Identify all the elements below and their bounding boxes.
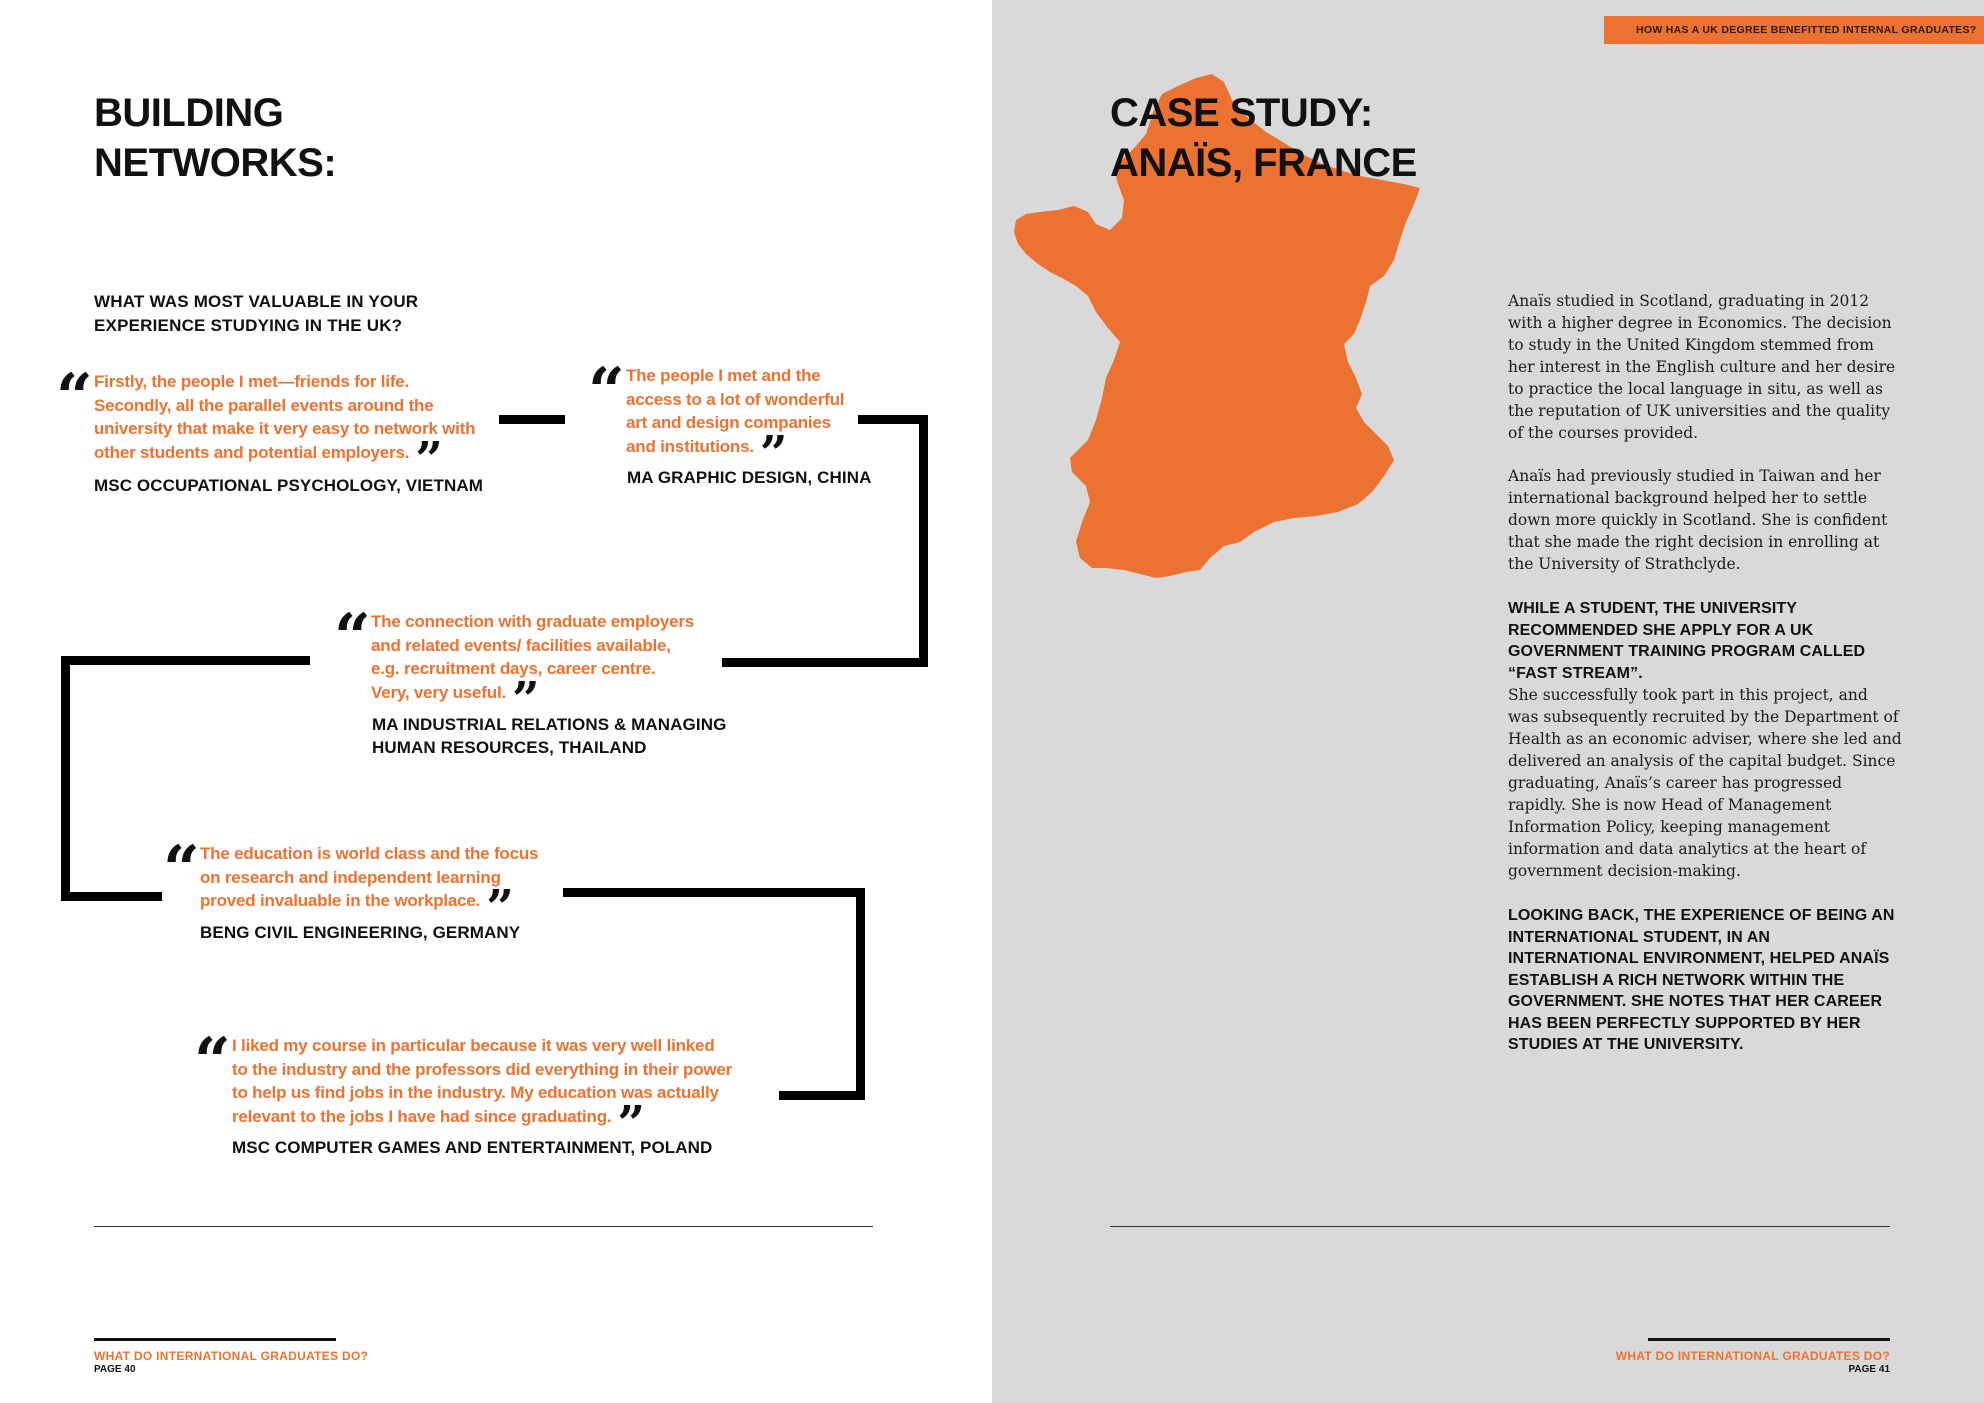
connector-bar <box>563 888 865 897</box>
quote-line: Very, very useful. <box>371 682 506 702</box>
quote-line: on research and independent learning <box>200 867 501 887</box>
body-paragraph: She successfully took part in this project, and was subsequently recruited by the Department of Health as an economic adviser, where she led and delivered an analysis of the capital budget. Since graduating, Anaïs’s career has progressed rapidly. She is now Head of Management Information Policy, keeping management information and data analytics at the heart of government decision-making. <box>1508 686 1902 880</box>
connector-bar <box>61 892 162 901</box>
page-title-left <box>94 88 336 188</box>
title-line: NETWORKS: <box>94 141 337 185</box>
quote-line: to help us find jobs in the industry. My education was actually <box>232 1083 719 1102</box>
connector-bar <box>779 1091 865 1100</box>
quote-line: The people I met and the <box>626 366 821 385</box>
open-quote-icon: “ <box>334 600 371 675</box>
highlight-paragraph: LOOKING BACK, THE EXPERIENCE OF BEING AN INTERNATIONAL STUDENT, IN AN INTERNATIONAL ENVIRONMENT, HELPED ANAÏS ESTABLISH A RICH NETWORK WITHIN THE GOVERNMENT. SHE NOTES THAT HER CAREER HAS BEEN PERFECTLY SUPPORTED BY HER STUDIES AT THE UNIVERSITY. <box>1508 907 1895 1053</box>
connector-bar <box>499 415 565 424</box>
title-line: CASE STUDY: <box>1110 91 1373 135</box>
quote-attribution <box>232 1136 712 1159</box>
section-question <box>94 290 418 338</box>
quote-line: I liked my course in particular because it was very well linked <box>232 1036 715 1055</box>
quote-line: other students and potential employers. <box>94 442 410 462</box>
connector-bar <box>722 658 928 667</box>
attribution-line: MSC OCCUPATIONAL PSYCHOLOGY, VIETNAM <box>94 476 483 495</box>
quote-line: and related events/ facilities available, <box>371 635 671 655</box>
quote-attribution <box>372 713 726 759</box>
quote-line: The education is world class and the focus <box>200 844 539 863</box>
open-quote-icon: “ <box>194 1024 231 1099</box>
quote-line: e.g. recruitment days, career centre. <box>371 659 656 678</box>
close-quote-icon: ” <box>415 431 443 488</box>
body-paragraph: Anaïs studied in Scotland, graduating in 2012 with a higher degree in Economics. The decision to study in the United Kingdom stemmed from her interest in the English culture and her desire to practice the local language in situ, as well as the reputation of UK universities and the quality of the courses provided. <box>1508 292 1896 442</box>
quote-attribution <box>200 921 520 944</box>
title-line: ANAÏS, FRANCE <box>1110 141 1417 185</box>
quote-line: art and design companies <box>626 413 831 432</box>
quote-line: proved invaluable in the workplace. <box>200 891 481 910</box>
title-line: BUILDING <box>94 91 284 135</box>
attribution-line: MA GRAPHIC DESIGN, CHINA <box>627 468 872 487</box>
question-line: WHAT WAS MOST VALUABLE IN YOUR <box>94 292 419 311</box>
quote-attribution <box>627 466 872 489</box>
open-quote-icon: “ <box>56 360 93 435</box>
close-quote-icon: ” <box>617 1095 645 1152</box>
close-quote-icon: ” <box>486 880 514 936</box>
footer-rule <box>1110 1226 1890 1227</box>
connector-bar <box>61 656 310 665</box>
question-line: EXPERIENCE STUDYING IN THE UK? <box>94 316 403 335</box>
quote-line: and institutions. <box>626 436 754 456</box>
close-quote-icon: ” <box>512 671 540 728</box>
header-tab: HOW HAS A UK DEGREE BENEFITTED INTERNAL GRADUATES? <box>1604 16 1984 44</box>
body-paragraph: Anaïs had previously studied in Taiwan and her international background helped her to settle down more quickly in Scotland. She is confident that she made the right decision in enrolling at the University of Strathclyde. <box>1508 467 1888 573</box>
open-quote-icon: “ <box>163 832 200 907</box>
page-number: PAGE 40 <box>94 1364 136 1375</box>
quote-line: The connection with graduate employers <box>371 612 695 631</box>
footer-title: WHAT DO INTERNATIONAL GRADUATES DO? <box>94 1349 369 1363</box>
connector-bar <box>919 415 928 667</box>
footer-rule <box>94 1226 873 1227</box>
footer-title: WHAT DO INTERNATIONAL GRADUATES DO? <box>1615 1349 1890 1363</box>
quote-line: relevant to the jobs I have had since graduating. <box>232 1106 612 1126</box>
attribution-line: MSC COMPUTER GAMES AND ENTERTAINMENT, POLAND <box>232 1138 713 1157</box>
connector-bar <box>61 656 70 901</box>
quote-line: university that make it very easy to network with <box>94 419 476 438</box>
attribution-line: BENG CIVIL ENGINEERING, GERMANY <box>200 923 521 942</box>
open-quote-icon: “ <box>588 354 625 429</box>
quote-attribution <box>94 474 483 497</box>
footer-bar <box>1648 1338 1890 1341</box>
connector-bar <box>858 415 928 424</box>
quote-line: to the industry and the professors did everything in their power <box>232 1059 733 1079</box>
connector-bar <box>856 888 865 1100</box>
attribution-line: MA INDUSTRIAL RELATIONS & MANAGING <box>372 715 727 734</box>
attribution-line: HUMAN RESOURCES, THAILAND <box>372 738 647 757</box>
footer-bar <box>94 1338 336 1341</box>
close-quote-icon: ” <box>759 425 788 482</box>
quote-line: Firstly, the people I met—friends for life. <box>94 372 410 391</box>
quote-line: Secondly, all the parallel events around the <box>94 395 434 415</box>
highlight-paragraph: WHILE A STUDENT, THE UNIVERSITY RECOMMENDED SHE APPLY FOR A UK GOVERNMENT TRAINING PROGRAM CALLED “FAST STREAM”. <box>1508 600 1866 682</box>
quote-line: access to a lot of wonderful <box>626 389 845 409</box>
page-number: PAGE 41 <box>1848 1364 1890 1375</box>
page-title-right <box>1110 88 1417 188</box>
